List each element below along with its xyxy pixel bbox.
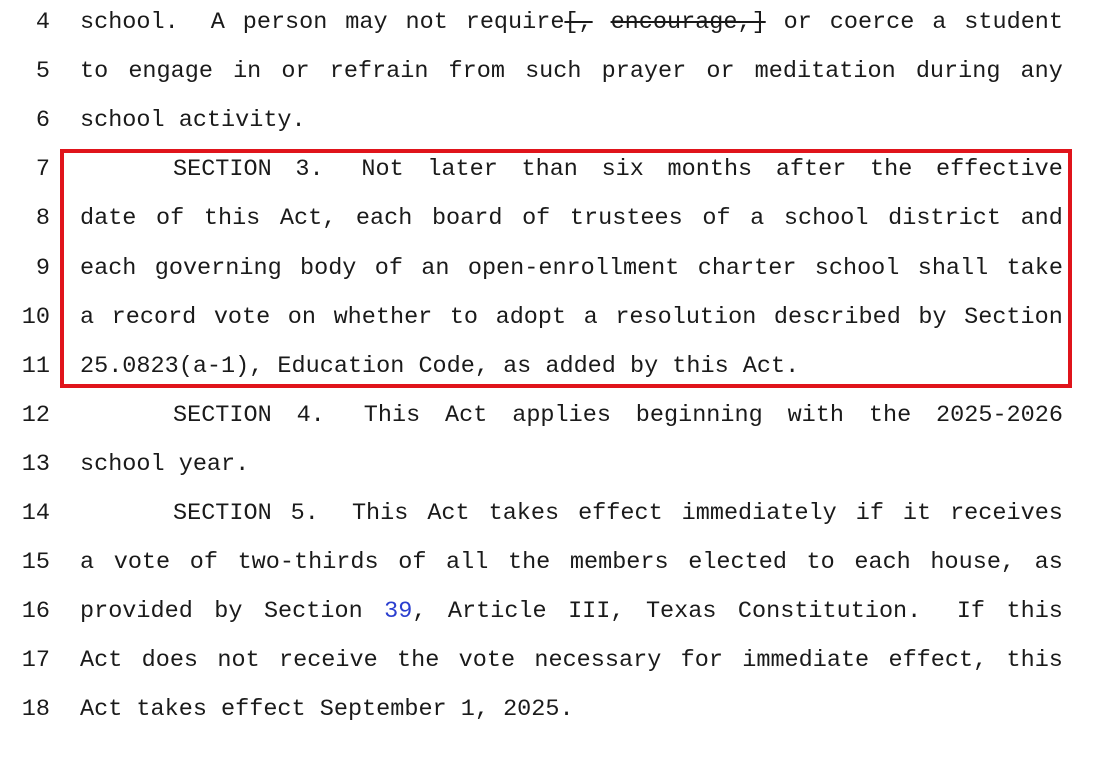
text-segment: than xyxy=(521,156,578,184)
text-segment: a xyxy=(750,205,765,233)
text-segment: 4. xyxy=(296,401,325,429)
text-segment: effect, xyxy=(888,647,988,675)
line-number: 12 xyxy=(21,401,50,429)
line-number: 6 xyxy=(35,107,50,135)
line-5 xyxy=(0,49,1100,98)
text-segment: school xyxy=(783,205,869,233)
text-segment: this xyxy=(1006,647,1063,675)
struck-text: [, xyxy=(564,9,593,36)
text-segment: Act, xyxy=(279,205,337,233)
text-segment: takes xyxy=(488,500,560,527)
struck-text: encourage,] xyxy=(610,9,766,36)
text-segment: described xyxy=(773,303,901,331)
line-text xyxy=(80,598,1063,626)
text-segment: this xyxy=(1006,598,1063,626)
line-text xyxy=(80,107,1063,135)
text-segment: person xyxy=(242,9,328,36)
text-segment: refrain xyxy=(329,58,429,86)
text-segment: prayer xyxy=(601,58,687,86)
text-segment: immediately xyxy=(681,500,837,527)
text-segment: of xyxy=(374,254,403,282)
line-14 xyxy=(0,491,1100,540)
text-segment: to xyxy=(80,58,109,86)
text-segment: Texas xyxy=(645,598,717,626)
text-segment: Act xyxy=(445,401,488,429)
text-segment: school activity. xyxy=(80,107,306,135)
text-segment: Not xyxy=(361,156,404,184)
text-segment: vote xyxy=(458,647,516,675)
text-segment: the xyxy=(507,549,551,577)
line-15 xyxy=(0,540,1100,589)
text-segment: SECTION xyxy=(173,156,272,184)
text-segment: shall xyxy=(917,254,989,282)
text-segment: in xyxy=(233,58,262,86)
text-segment: SECTION xyxy=(173,500,272,527)
text-segment: by xyxy=(918,303,947,331)
line-number: 5 xyxy=(35,58,50,86)
text-segment: two-thirds xyxy=(237,549,379,577)
line-text xyxy=(80,549,1063,577)
text-segment: a xyxy=(583,303,598,331)
text-segment: This xyxy=(351,500,409,527)
text-segment: each xyxy=(355,205,413,233)
text-segment: A xyxy=(210,9,225,36)
text-segment: trustees xyxy=(569,205,683,233)
text-segment: engage xyxy=(128,58,213,86)
line-number: 11 xyxy=(21,352,50,380)
text-segment: Article xyxy=(447,598,547,626)
text-segment: with xyxy=(787,401,844,429)
text-segment: 25.0823(a-1), Education Code, as added by this Act. xyxy=(80,352,800,380)
text-segment: necessary xyxy=(534,647,662,675)
text-segment: after xyxy=(775,156,847,184)
text-segment: months xyxy=(667,156,753,184)
text-segment: effect xyxy=(578,500,663,527)
text-segment: Act xyxy=(427,500,470,527)
text-segment: and xyxy=(1020,205,1063,233)
line-text xyxy=(80,696,1063,724)
line-number: 9 xyxy=(35,254,50,282)
text-segment: a xyxy=(932,9,947,36)
text-segment: governing xyxy=(154,254,282,282)
text-segment: does xyxy=(141,647,199,675)
line-16 xyxy=(0,589,1100,638)
text-segment: take xyxy=(1006,254,1063,282)
text-segment: on xyxy=(287,303,317,331)
line-number: 10 xyxy=(21,303,50,331)
line-number: 8 xyxy=(35,205,50,233)
text-segment: If xyxy=(956,598,986,626)
text-segment: body xyxy=(300,254,357,282)
text-segment: may xyxy=(345,9,388,36)
text-segment: open-enrollment xyxy=(467,254,680,282)
line-13 xyxy=(0,442,1100,491)
text-segment: of xyxy=(702,205,731,233)
text-segment: it xyxy=(902,500,932,527)
text-segment: applies xyxy=(512,401,611,429)
text-segment: any xyxy=(1020,58,1063,86)
text-segment: board xyxy=(431,205,503,233)
line-number: 17 xyxy=(21,647,50,675)
text-segment: not xyxy=(405,9,448,36)
text-segment: resolution xyxy=(615,303,757,331)
text-segment: immediate xyxy=(742,647,870,675)
line-text xyxy=(80,58,1063,86)
text-segment: a xyxy=(80,549,95,577)
text-segment: members xyxy=(569,549,669,577)
text-segment: Act xyxy=(80,647,123,675)
text-segment: school xyxy=(814,254,900,282)
text-segment: of xyxy=(398,549,427,577)
highlight-box-section-3 xyxy=(60,149,1072,388)
line-number: 13 xyxy=(21,450,50,478)
text-segment: of xyxy=(156,205,185,233)
text-segment: the xyxy=(397,647,440,675)
text-segment: district xyxy=(888,205,1001,233)
text-segment: not xyxy=(217,647,260,675)
text-segment: or xyxy=(706,58,735,86)
text-segment: the xyxy=(868,401,912,429)
text-segment: effective xyxy=(935,156,1063,184)
text-segment: each xyxy=(80,254,137,282)
text-segment: receive xyxy=(278,647,378,675)
line-text xyxy=(80,647,1063,675)
text-segment: an xyxy=(421,254,450,282)
text-segment: all xyxy=(446,549,489,577)
text-segment: III, xyxy=(568,598,625,626)
line-number: 15 xyxy=(21,549,50,577)
line-number: 7 xyxy=(35,156,50,184)
text-segment: to xyxy=(449,303,479,331)
text-segment: Section xyxy=(263,598,363,626)
text-segment: meditation xyxy=(754,58,896,86)
line-text xyxy=(80,9,1063,37)
line-text xyxy=(80,451,1063,479)
line-18 xyxy=(0,687,1100,736)
text-segment: adopt xyxy=(495,303,567,331)
line-number: 14 xyxy=(21,500,50,527)
text-segment: during xyxy=(915,58,1001,86)
text-segment: or xyxy=(281,58,310,86)
text-segment: vote xyxy=(213,303,271,331)
line-6 xyxy=(0,98,1100,147)
text-segment: student xyxy=(964,9,1063,36)
text-segment: the xyxy=(870,156,913,184)
text-segment: Constitution. xyxy=(737,598,922,626)
text-segment: such xyxy=(525,58,582,86)
text-segment: to xyxy=(806,549,835,577)
text-segment: receives xyxy=(950,500,1063,527)
text-segment: of xyxy=(189,549,218,577)
line-number: 16 xyxy=(21,598,50,626)
line-text xyxy=(80,402,1063,430)
text-segment: if xyxy=(855,500,884,527)
text-segment: vote xyxy=(113,549,171,577)
section-link[interactable]: 39 xyxy=(384,598,413,626)
text-segment: six xyxy=(601,156,644,184)
text-segment: coerce xyxy=(829,9,915,36)
text-segment: 2025-2026 xyxy=(936,401,1063,429)
text-segment: This xyxy=(363,401,421,429)
line-number: 4 xyxy=(35,9,50,36)
text-segment: Act takes effect September 1, 2025. xyxy=(80,696,574,724)
text-segment: each xyxy=(854,549,911,577)
text-segment: beginning xyxy=(635,401,763,429)
line-text xyxy=(80,500,1063,528)
line-number: 18 xyxy=(21,696,50,724)
line-17 xyxy=(0,638,1100,687)
text-segment: a xyxy=(80,303,95,331)
text-segment: later xyxy=(427,156,498,184)
text-segment: 5. xyxy=(290,500,319,527)
text-segment: by xyxy=(214,598,243,626)
text-segment: elected xyxy=(688,549,787,577)
text-segment: from xyxy=(448,58,505,86)
text-segment: or xyxy=(783,9,812,36)
line-4 xyxy=(0,0,1100,49)
text-segment: provided xyxy=(80,598,193,626)
text-segment: 3. xyxy=(295,156,324,184)
text-segment: school year. xyxy=(80,450,250,478)
text-segment: SECTION xyxy=(173,401,272,429)
text-segment: of xyxy=(522,205,551,233)
text-segment: as xyxy=(1034,549,1063,577)
text-segment: for xyxy=(680,647,723,675)
text-segment: whether xyxy=(333,303,433,331)
text-segment: record xyxy=(111,303,197,331)
text-segment: require xyxy=(465,9,565,36)
text-segment: charter xyxy=(697,254,797,282)
text-segment: , xyxy=(412,598,427,626)
text-segment: school. xyxy=(80,9,179,36)
text-segment: house, xyxy=(930,549,1016,577)
text-segment: date xyxy=(80,205,137,233)
text-segment: Section xyxy=(964,303,1063,331)
line-12 xyxy=(0,393,1100,442)
text-segment: this xyxy=(203,205,261,233)
